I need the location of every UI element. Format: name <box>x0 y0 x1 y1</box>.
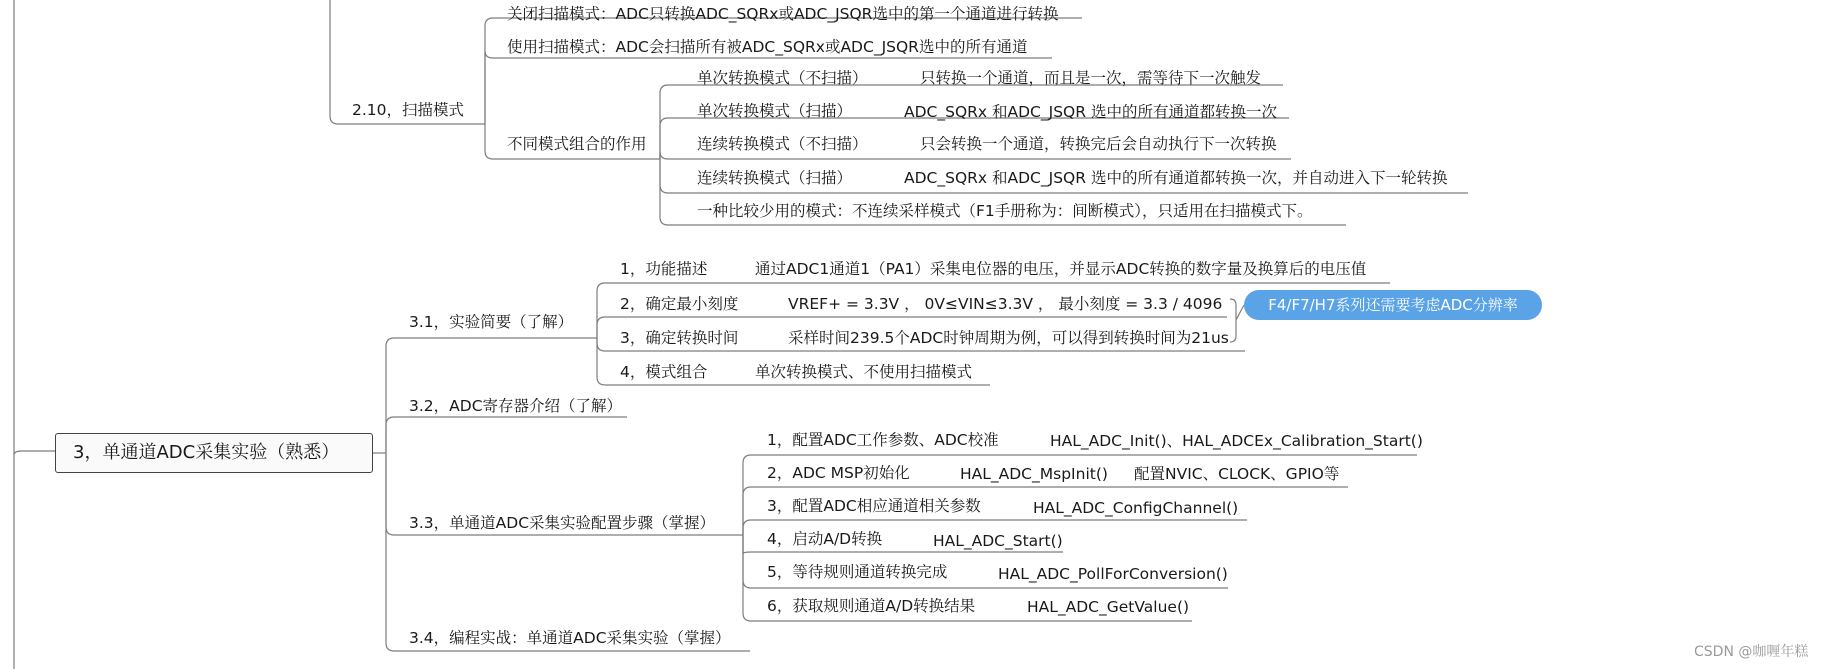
s33-step-2-extra: 配置NVIC、CLOCK、GPIO等 <box>1134 465 1340 483</box>
s33-step-5-title[interactable]: 5，等待规则通道转换完成 <box>767 563 948 581</box>
s33-step-6-title[interactable]: 6，获取规则通道A/D转换结果 <box>767 597 976 615</box>
section-3-1[interactable]: 3.1，实验简要（了解） <box>409 313 574 331</box>
s33-step-1-api: HAL_ADC_Init()、HAL_ADCEx_Calibration_Start() <box>1050 432 1423 450</box>
section-3-3[interactable]: 3.3，单通道ADC采集实验配置步骤（掌握） <box>409 514 716 532</box>
section-3-4[interactable]: 3.4，编程实战：单通道ADC采集实验（掌握） <box>409 629 731 647</box>
use-scan-node[interactable]: 使用扫描模式：ADC会扫描所有被ADC_SQRx或ADC_JSQR选中的所有通道 <box>507 38 1028 56</box>
s33-step-3-title[interactable]: 3，配置ADC相应通道相关参数 <box>767 497 981 515</box>
s31-item-4-title[interactable]: 4，模式组合 <box>620 363 708 381</box>
combo-mode-2[interactable]: 单次转换模式（扫描） <box>697 102 853 120</box>
s31-item-4-desc: 单次转换模式、不使用扫描模式 <box>755 363 973 381</box>
scan-mode-node[interactable]: 2.10，扫描模式 <box>352 101 465 119</box>
s33-step-6-api: HAL_ADC_GetValue() <box>1027 598 1190 616</box>
s33-step-4-api: HAL_ADC_Start() <box>933 532 1063 550</box>
combo-mode-1[interactable]: 单次转换模式（不扫描） <box>697 69 868 87</box>
combo-mode-4[interactable]: 连续转换模式（扫描） <box>697 169 853 187</box>
s31-item-1-title[interactable]: 1，功能描述 <box>620 260 708 278</box>
s33-step-5-api: HAL_ADC_PollForConversion() <box>998 565 1228 583</box>
s33-step-2-title[interactable]: 2，ADC MSP初始化 <box>767 464 910 482</box>
combo-mode-3[interactable]: 连续转换模式（不扫描） <box>697 135 868 153</box>
s33-step-3-api: HAL_ADC_ConfigChannel() <box>1033 499 1239 517</box>
section-3-2[interactable]: 3.2，ADC寄存器介绍（了解） <box>409 397 623 415</box>
s31-item-2-desc: VREF+ = 3.3V ， 0V≤VIN≤3.3V ， 最小刻度 = 3.3 / 4096 <box>788 295 1223 313</box>
combo-desc-1: 只转换一个通道，而且是一次，需等待下一次触发 <box>920 69 1262 87</box>
s33-step-1-title[interactable]: 1，配置ADC工作参数、ADC校准 <box>767 431 999 449</box>
s33-step-4-title[interactable]: 4，启动A/D转换 <box>767 530 883 548</box>
watermark-text: CSDN @咖喱年糕 <box>1694 644 1809 660</box>
s31-item-2-title[interactable]: 2，确定最小刻度 <box>620 295 739 313</box>
s31-item-3-desc: 采样时间239.5个ADC时钟周期为例，可以得到转换时间为21us <box>788 329 1229 347</box>
combo-desc-2: ADC_SQRx 和ADC_JSQR 选中的所有通道都转换一次 <box>904 103 1277 121</box>
root-node[interactable]: 3，单通道ADC采集实验（熟悉） <box>55 433 373 473</box>
combo-desc-3: 只会转换一个通道，转换完后会自动执行下一次转换 <box>920 135 1277 153</box>
combo-desc-4: ADC_SQRx 和ADC_JSQR 选中的所有通道都转换一次，并自动进入下一轮转换 <box>904 169 1448 187</box>
close-scan-node[interactable]: 关闭扫描模式：ADC只转换ADC_SQRx或ADC_JSQR选中的第一个通道进行转换 <box>507 5 1059 23</box>
mode-combos-node[interactable]: 不同模式组合的作用 <box>507 135 647 153</box>
s33-step-2-api: HAL_ADC_MspInit() <box>960 465 1108 483</box>
s31-item-3-title[interactable]: 3，确定转换时间 <box>620 329 739 347</box>
s31-item-1-desc: 通过ADC1通道1（PA1）采集电位器的电压，并显示ADC转换的数字量及换算后的电压值 <box>755 260 1367 278</box>
combo-rare-node[interactable]: 一种比较少用的模式：不连续采样模式（F1手册称为：间断模式），只适用在扫描模式下。 <box>697 202 1313 220</box>
resolution-note-bubble[interactable]: F4/F7/H7系列还需要考虑ADC分辨率 <box>1244 290 1542 320</box>
